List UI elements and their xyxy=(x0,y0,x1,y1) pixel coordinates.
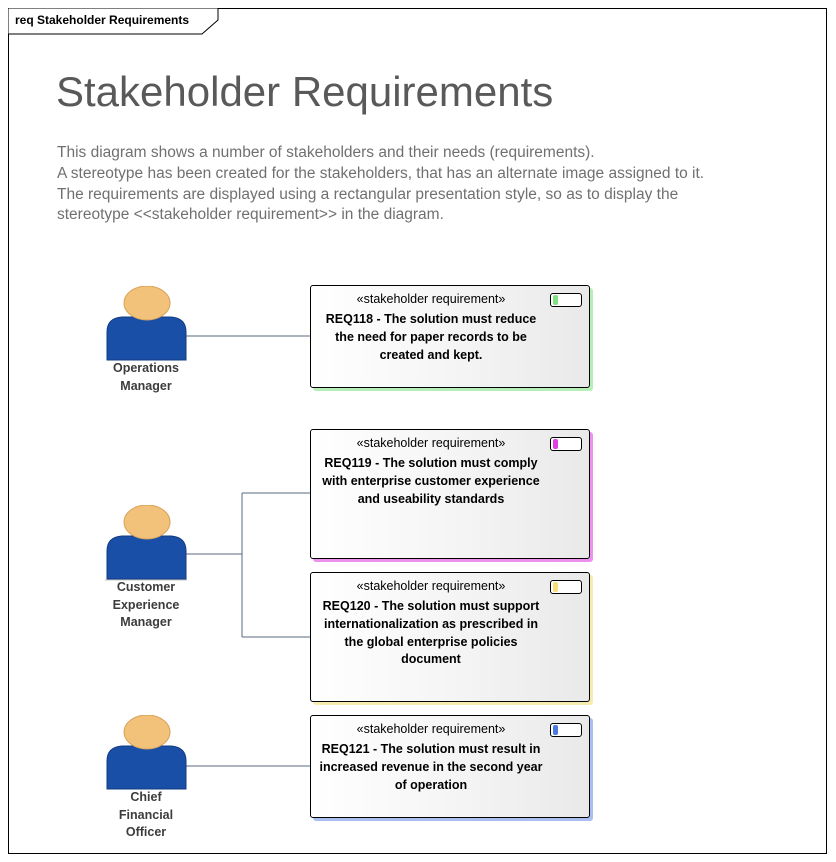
description-line: This diagram shows a number of stakeholders and their needs (requirements). xyxy=(57,144,595,161)
stereotype-label: «stakeholder requirement» xyxy=(356,722,506,736)
requirement-icon xyxy=(550,723,582,737)
requirement-icon xyxy=(550,293,582,307)
requirement-req118[interactable] xyxy=(310,285,590,388)
stakeholder-icon xyxy=(106,715,188,791)
requirement-text: REQ120 - The solution must support internationalization as prescribed in the global enterprise policies document xyxy=(322,599,540,667)
actor-name: Operations Manager xyxy=(113,361,179,393)
description-line: stereotype <<stakeholder requirement>> in the diagram. xyxy=(57,206,444,224)
requirement-req119[interactable] xyxy=(310,429,590,559)
actor-chief-financial-officer[interactable] xyxy=(96,715,196,845)
requirement-text: REQ121 - The solution must result in increased revenue in the second year of operation xyxy=(319,742,543,792)
requirement-req121[interactable] xyxy=(310,715,590,818)
description-line: A stereotype has been created for the stakeholders, that has an alternate image assigned to it. xyxy=(57,164,705,182)
description-line: The requirements are displayed using a rectangular presentation style, so as to display the xyxy=(57,185,679,203)
requirement-text: REQ119 - The solution must comply with enterprise customer experience and useability standards xyxy=(322,456,540,506)
requirement-text: REQ118 - The solution must reduce the need for paper records to be created and kept. xyxy=(325,312,537,362)
frame-label: req Stakeholder Requirements xyxy=(15,13,190,27)
stereotype-label: «stakeholder requirement» xyxy=(356,579,506,593)
stereotype-label: «stakeholder requirement» xyxy=(356,292,506,306)
stereotype-label: «stakeholder requirement» xyxy=(356,436,506,450)
actor-customer-experience-manager[interactable] xyxy=(96,505,196,635)
stakeholder-icon xyxy=(106,505,188,581)
actor-name: Chief Financial Officer xyxy=(118,790,174,839)
requirement-icon xyxy=(550,437,582,451)
requirement-icon xyxy=(550,580,582,594)
actor-name: Customer Experience Manager xyxy=(112,580,180,629)
page-title: Stakeholder Requirements xyxy=(56,68,554,115)
requirement-req120[interactable] xyxy=(310,572,590,702)
stakeholder-icon xyxy=(106,286,188,362)
actor-operations-manager[interactable] xyxy=(96,286,196,396)
